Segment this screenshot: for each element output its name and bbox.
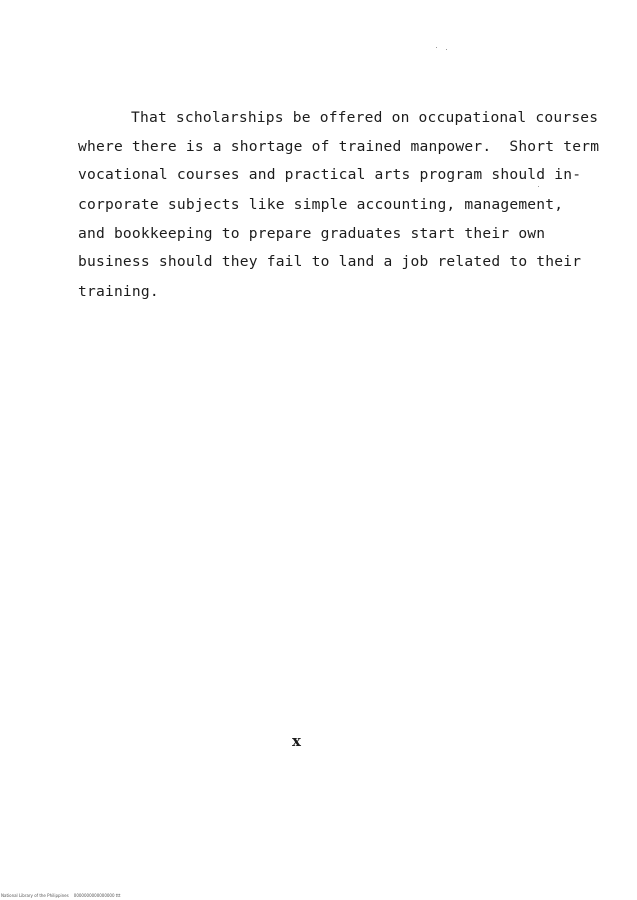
paragraph-line: vocational courses and practical arts program should in- (78, 166, 582, 183)
paragraph-line: corporate subjects like simple accounting, management, (78, 196, 564, 213)
scan-speck (436, 47, 437, 48)
footer-stamp: National Library of the Philippines 0000000000000000 ttt (1, 893, 121, 898)
paragraph-line: where there is a shortage of trained manpower. Short term (78, 138, 600, 155)
scan-speck (538, 186, 539, 187)
paragraph-line: training. (78, 283, 159, 300)
paragraph-line: and bookkeeping to prepare graduates start their own (78, 225, 546, 242)
page-number: x (292, 732, 301, 750)
paragraph-line: That scholarships be offered on occupational courses (131, 109, 599, 126)
paragraph-line: business should they fail to land a job related to their (78, 253, 582, 270)
scan-speck (446, 49, 447, 50)
